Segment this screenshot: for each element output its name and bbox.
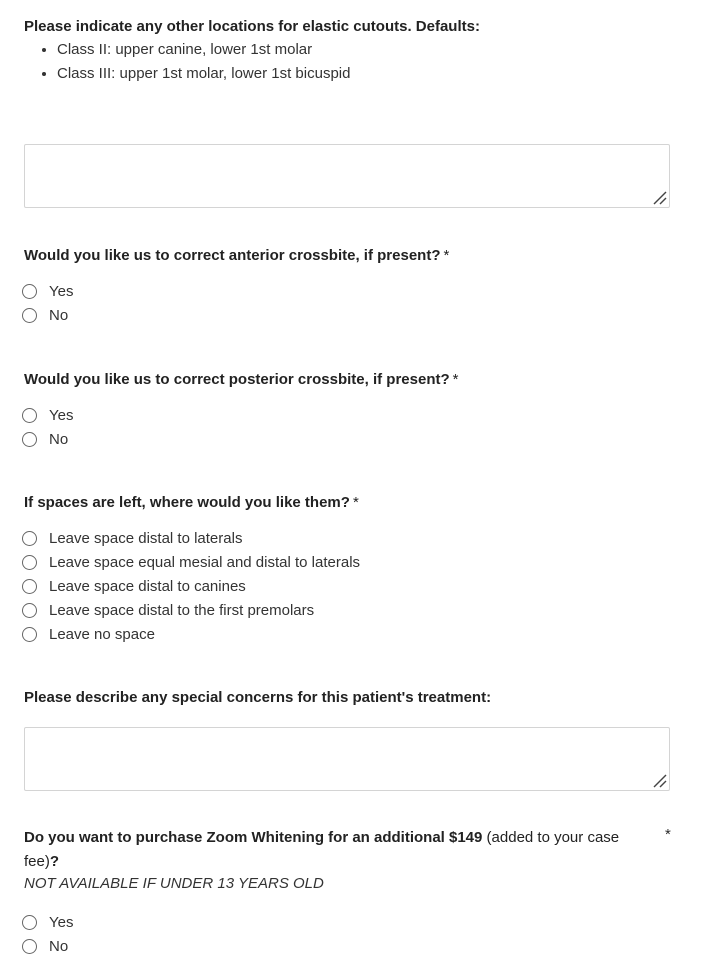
radio-button[interactable] bbox=[22, 915, 37, 930]
radio-button[interactable] bbox=[22, 284, 37, 299]
zoom-option-yes[interactable] bbox=[22, 912, 73, 932]
special-concerns-textarea-box bbox=[24, 727, 670, 791]
elastic-cutouts-label: Please indicate any other locations for elastic cutouts. Defaults: bbox=[24, 18, 480, 35]
zoom-whitening-label bbox=[24, 826, 654, 874]
spaces-option-distal-canines[interactable] bbox=[22, 576, 246, 596]
elastic-cutouts-textarea-box bbox=[24, 144, 670, 208]
zoom-age-note: NOT AVAILABLE IF UNDER 13 YEARS OLD bbox=[24, 875, 324, 892]
anterior-option-yes[interactable] bbox=[22, 281, 73, 301]
spaces-option-distal-laterals[interactable] bbox=[22, 528, 242, 548]
radio-label[interactable]: Yes bbox=[49, 913, 74, 931]
radio-button[interactable] bbox=[22, 627, 37, 642]
radio-label[interactable]: Leave space distal to canines bbox=[49, 577, 246, 595]
spaces-option-no-space[interactable] bbox=[22, 624, 155, 644]
spaces-label bbox=[24, 494, 359, 511]
radio-button[interactable] bbox=[22, 603, 37, 618]
radio-label[interactable]: Leave space distal to laterals bbox=[49, 529, 243, 547]
list-item: • Class II: upper canine, lower 1st molar bbox=[57, 38, 350, 62]
elastic-defaults-list bbox=[24, 38, 350, 86]
posterior-crossbite-label bbox=[24, 371, 458, 388]
posterior-crossbite-text: Would you like us to correct posterior crossbite, if present? bbox=[24, 371, 450, 388]
required-marker: * bbox=[452, 371, 459, 388]
radio-button[interactable] bbox=[22, 308, 37, 323]
radio-button[interactable] bbox=[22, 408, 37, 423]
special-concerns-textarea[interactable] bbox=[25, 728, 669, 790]
zoom-label-end: ? bbox=[49, 853, 60, 870]
elastic-cutouts-textarea[interactable] bbox=[25, 145, 669, 207]
spaces-option-distal-premolars[interactable] bbox=[22, 600, 314, 620]
anterior-crossbite-label bbox=[24, 247, 449, 264]
required-marker: * bbox=[665, 826, 671, 843]
radio-label[interactable]: Leave space equal mesial and distal to laterals bbox=[49, 553, 361, 571]
radio-button[interactable] bbox=[22, 531, 37, 546]
radio-label[interactable]: Leave space distal to the first premolars bbox=[49, 601, 315, 619]
radio-button[interactable] bbox=[22, 939, 37, 954]
radio-button[interactable] bbox=[22, 555, 37, 570]
radio-button[interactable] bbox=[22, 579, 37, 594]
zoom-label-normal: (added to your case fee) bbox=[24, 829, 620, 870]
zoom-label-bold: Do you want to purchase Zoom Whitening for an additional $149 bbox=[24, 829, 483, 846]
required-marker: * bbox=[443, 247, 450, 264]
radio-label[interactable]: Leave no space bbox=[49, 625, 155, 643]
resize-grip-icon[interactable] bbox=[653, 774, 667, 788]
list-item: • Class III: upper 1st molar, lower 1st bicuspid bbox=[57, 62, 350, 86]
resize-grip-icon[interactable] bbox=[653, 191, 667, 205]
radio-label[interactable]: No bbox=[49, 937, 69, 955]
required-marker: * bbox=[352, 494, 359, 511]
spaces-option-equal-mesial-distal[interactable] bbox=[22, 552, 360, 572]
zoom-option-no[interactable] bbox=[22, 936, 68, 956]
anterior-crossbite-text: Would you like us to correct anterior crossbite, if present? bbox=[24, 247, 441, 264]
radio-label[interactable]: Yes bbox=[49, 282, 74, 300]
radio-label[interactable]: No bbox=[49, 430, 69, 448]
posterior-option-yes[interactable] bbox=[22, 405, 73, 425]
radio-label[interactable]: No bbox=[49, 306, 69, 324]
spaces-text: If spaces are left, where would you like them? bbox=[24, 494, 350, 511]
posterior-option-no[interactable] bbox=[22, 429, 68, 449]
radio-label[interactable]: Yes bbox=[49, 406, 74, 424]
special-concerns-label: Please describe any special concerns for this patient's treatment: bbox=[24, 689, 492, 706]
radio-button[interactable] bbox=[22, 432, 37, 447]
anterior-option-no[interactable] bbox=[22, 305, 68, 325]
